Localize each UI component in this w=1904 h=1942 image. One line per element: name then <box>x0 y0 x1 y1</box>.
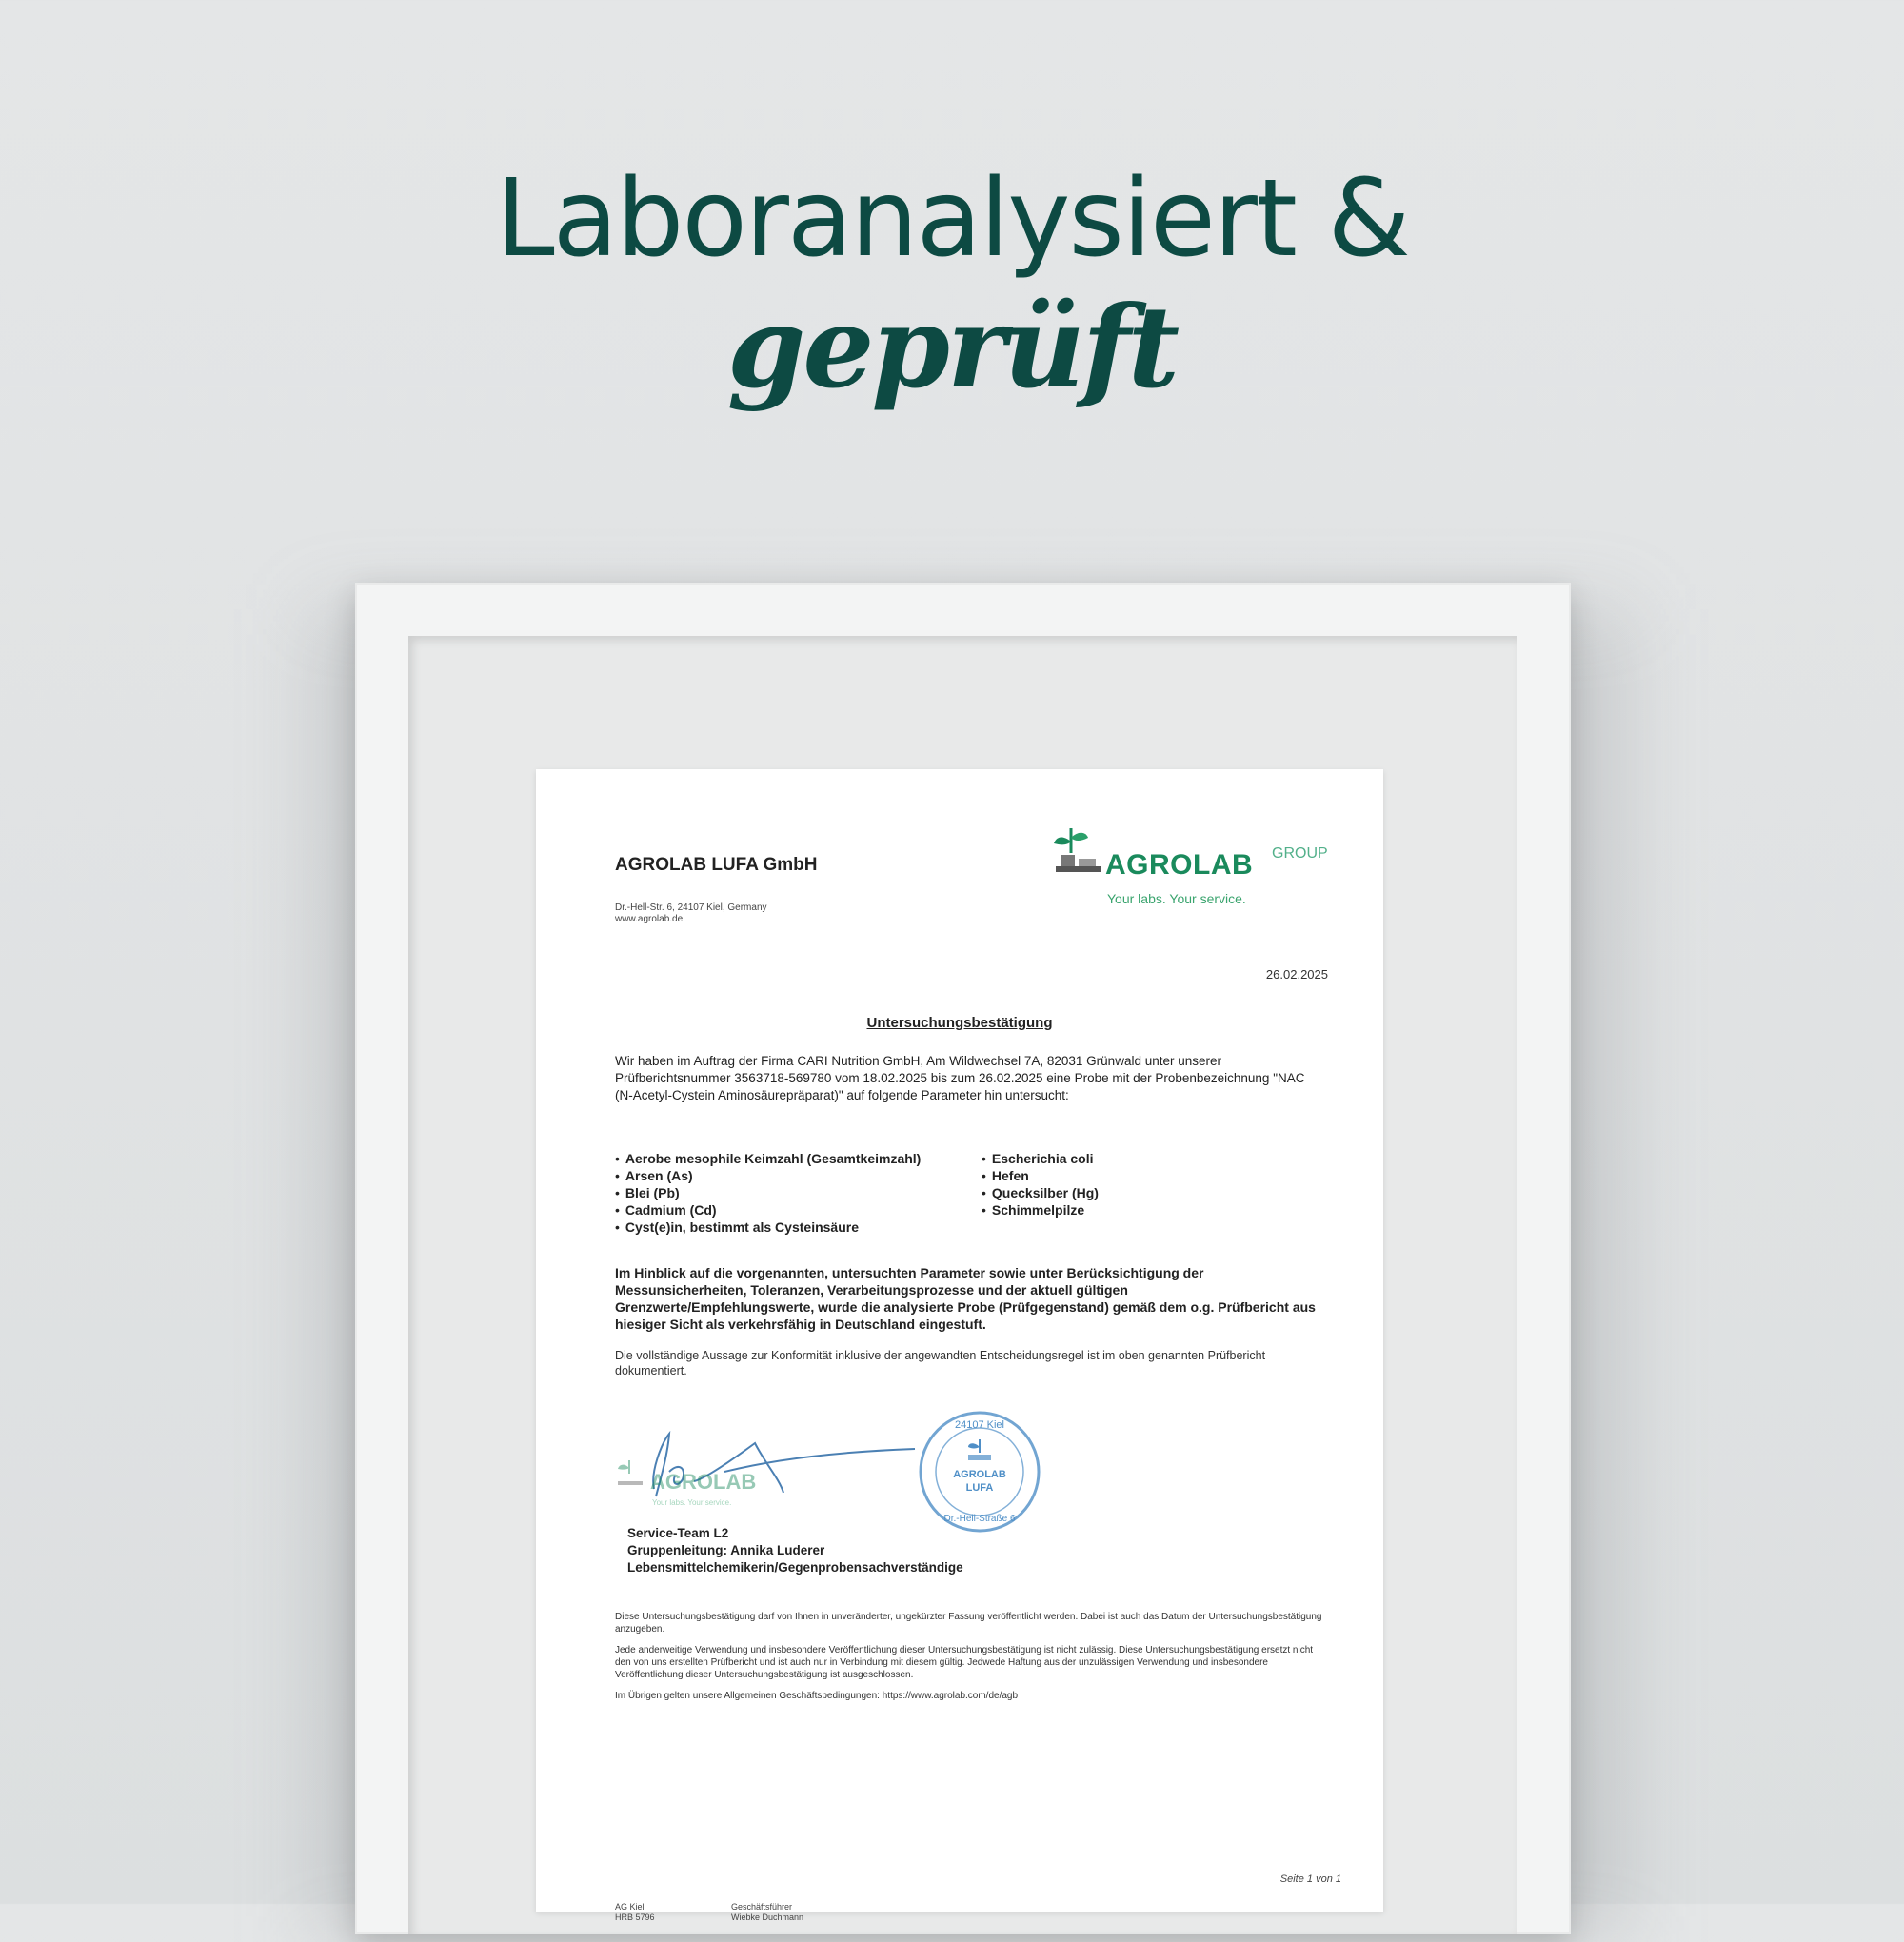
signature-logo-tag: Your labs. Your service. <box>652 1498 732 1507</box>
signature <box>612 1405 926 1529</box>
team-line-1: Service-Team L2 <box>627 1526 729 1540</box>
document-date: 26.02.2025 <box>1265 967 1328 981</box>
footer-column-2 <box>731 1902 803 1923</box>
plant-icon <box>616 1456 645 1495</box>
list-item: • Arsen (As) <box>615 1167 996 1184</box>
parameter-column-right <box>982 1150 1267 1219</box>
document-title: Untersuchungsbestätigung <box>866 1015 1053 1031</box>
list-item: • Cadmium (Cd) <box>615 1201 996 1219</box>
list-item: • Blei (Pb) <box>615 1184 996 1201</box>
conformity-note: Die vollständige Aussage zur Konformität inklusive der angewandten Entscheidungsregel ist im oben genannten Prüfbericht dokumentiert. <box>615 1349 1266 1377</box>
parameter-column-left <box>615 1150 996 1236</box>
footer-text: Geschäftsführer <box>731 1902 793 1912</box>
logo-tagline: Your labs. Your service. <box>1107 891 1246 906</box>
agrolab-logo <box>1050 817 1355 921</box>
fine-print-2: Jede anderweitige Verwendung und insbesondere Veröffentlichung dieser Untersuchungsbestätigung ist nicht zulässig. Diese Untersuchungsbestätigung ersetzt nicht den von uns erstellten Prüfbericht und ist auch nur in Verbindung mit diesem gültig. Jedwede Haftung aus der unzulässigen Verwendung und insbesondere Veröffentlichung dieser Untersuchungsbestätigung ist ausgeschlossen. <box>615 1645 1314 1680</box>
footer-text: Wiebke Duchmann <box>731 1912 804 1922</box>
verdict-paragraph: Im Hinblick auf die vorgenannten, untersuchten Parameter sowie unter Berücksichtigung der Messunsicherheiten, Toleranzen, Verarbeitungsprozesse und der aktuell gültigen Grenzwerte/Empfehlungswerte, wurde die analysierte Probe (Prüfgegenstand) gemäß dem o.g. Prüfbericht aus hiesiger Sicht als verkehrsfähig in Deutschland eingestuft. <box>615 1265 1316 1332</box>
fine-print-1: Diese Untersuchungsbestätigung darf von Ihnen in unveränderter, ungekürzter Fassung veröffentlicht werden. Dabei ist auch das Datum der Untersuchungsbestätigung anzugeben. <box>615 1612 1322 1635</box>
signature-logo-word: AGROLAB <box>650 1470 757 1494</box>
svg-text:LUFA: LUFA <box>965 1482 994 1494</box>
list-item: • Aerobe mesophile Keimzahl (Gesamtkeimzahl) <box>615 1150 996 1167</box>
company-name: AGROLAB LUFA GmbH <box>615 855 818 875</box>
headline-line-2: geprüft <box>726 281 1178 413</box>
stamp-seal <box>917 1409 1042 1535</box>
logo-wordmark: AGROLAB <box>1105 849 1254 881</box>
list-item: • Quecksilber (Hg) <box>982 1184 1267 1201</box>
headline <box>0 157 1904 414</box>
fine-print <box>615 1611 1324 1711</box>
svg-text:AGROLAB: AGROLAB <box>953 1469 1006 1480</box>
lab-bench-icon <box>1056 866 1101 872</box>
list-item: • Escherichia coli <box>982 1150 1267 1167</box>
company-address <box>615 902 767 925</box>
svg-text:24107 Kiel: 24107 Kiel <box>955 1419 1004 1431</box>
certificate-document <box>536 769 1383 1922</box>
address-line-2: www.agrolab.de <box>615 914 684 924</box>
footer-column-1 <box>615 1902 655 1923</box>
page-number: Seite 1 von 1 <box>1279 1873 1341 1885</box>
svg-text:Dr.-Hell-Straße 6: Dr.-Hell-Straße 6 <box>943 1514 1016 1524</box>
address-line-1: Dr.-Hell-Str. 6, 24107 Kiel, Germany <box>615 902 767 913</box>
company-stamp <box>917 1409 1042 1535</box>
plant-icon <box>1050 824 1107 901</box>
team-line-3: Lebensmittelchemikerin/Gegenprobensachverständige <box>627 1560 963 1575</box>
team-line-2: Gruppenleitung: Annika Luderer <box>627 1543 825 1557</box>
fine-print-3: Im Übrigen gelten unsere Allgemeinen Geschäftsbedingungen: https://www.agrolab.com/de/agb <box>615 1691 1019 1701</box>
footer-text: AG Kiel <box>615 1902 645 1912</box>
intro-paragraph: Wir haben im Auftrag der Firma CARI Nutrition GmbH, Am Wildwechsel 7A, 82031 Grünwald unter unserer Prüfberichtsnummer 3563718-569780 vom 18.02.2025 bis zum 26.02.2025 eine Probe mit der Probenbezeichnung "NAC (N-Acetyl-Cystein Aminosäurepräparat)" auf folgende Parameter hin untersucht: <box>615 1054 1305 1102</box>
list-item: • Hefen <box>982 1167 1267 1184</box>
list-item: • Schimmelpilze <box>982 1201 1267 1219</box>
logo-group: GROUP <box>1272 845 1328 862</box>
footer-text: HRB 5796 <box>615 1912 655 1922</box>
list-item: • Cyst(e)in, bestimmt als Cysteinsäure <box>615 1219 996 1236</box>
service-team-block <box>627 1525 1199 1576</box>
headline-line-1: Laboranalysiert & <box>495 157 1409 281</box>
